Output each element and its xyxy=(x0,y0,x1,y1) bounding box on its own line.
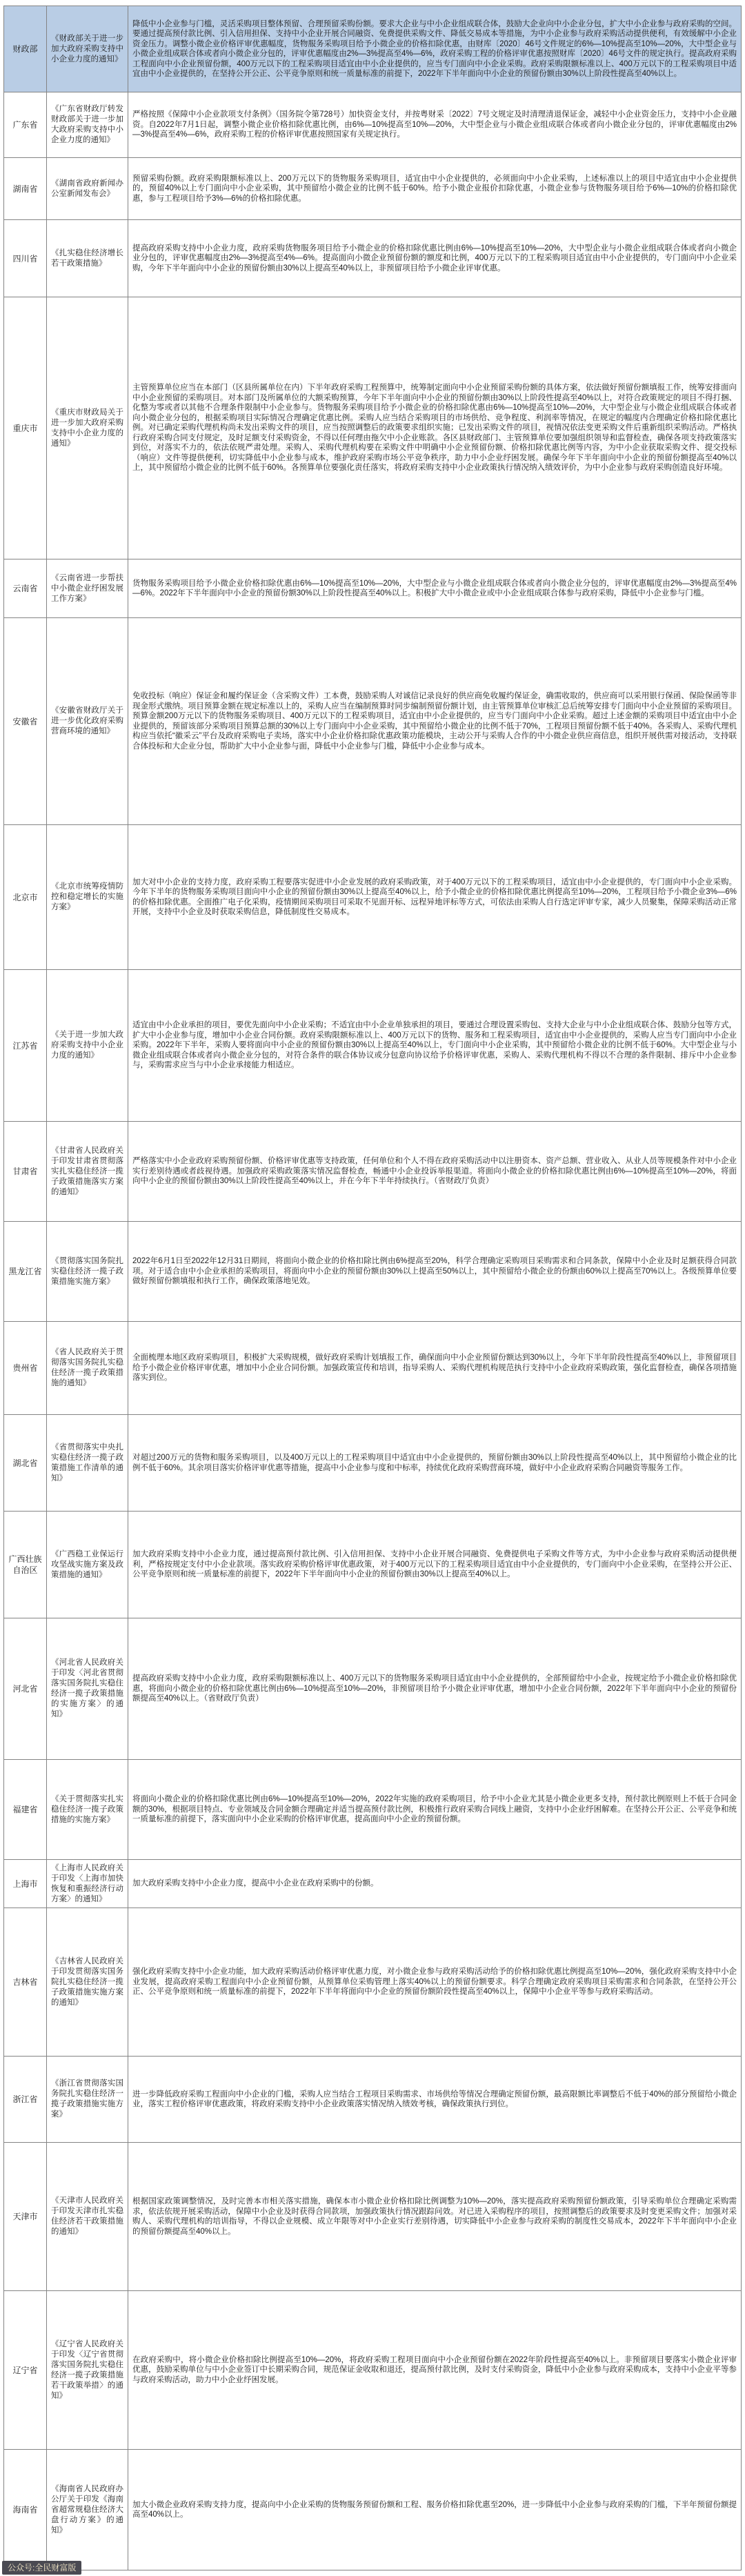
highlighted-text: 货物服务采购项目给予小微企业的价格扣除优惠由6%—10%提高至10%—20%，大中型企业与小微企业组成联合体或者向小微企业分包的，根据采购项目实际情况合理确定优惠比例。 xyxy=(132,404,737,422)
content-cell xyxy=(128,1908,742,2057)
highlighted-text: 对小微企业参与政府采购活动给予的价格扣除优惠比例提高至10%—20%， xyxy=(386,1968,650,1976)
content-text: 落实提高政府采购预留份额政策，引导采购单位合理确定采购需求，依法依规开展采购活动，保障中小企业及时获得合同款项，加强政策执行情况跟踪问效。对已进入采购程序的项目，按照调整后的政策要求及时变更采购文件；加强对采购人、采购代理机构的培训指导，不得以企业规模、成立年限等对中小企业实行差别待遇，切实降低中小企业参与政府采购的制度性交易成本， xyxy=(132,2197,737,2226)
highlighted-text: 在坚持公开公正、公平竞争原则和统一质量标准的前提下，2022年下半年面向中小企业的预留份额由30%以上提高至40%以上。 xyxy=(132,1560,737,1579)
content-text: 各采购人、采购代理机构应当依托“徽采云”平台及政府采购电子卖场，落实中小企业价格扣除优惠政策功能模块，主动公开与采购人合作的中小微企业供应商信息，组织开展供需对接活动，支持联合体投标和大企业分包，帮助扩大中小企业参与面，降低中小企业参与门槛，降低中小企业参与成本。 xyxy=(132,722,737,751)
content-text: 提高面向小微企业预留份额的额度和比例，400万元以下的工程采购项目适宜由中小企业提供的，专门面向中小企业采购， xyxy=(132,254,737,273)
region-cell: 吉林省 xyxy=(4,1908,47,2057)
highlighted-text: 政府采购货物服务项目给予小微企业的价格扣除优惠比例由6%—10%提高至10%—20%，大中型企业与小微企业组成联合体或者向小微企业分包的，评审优惠幅度由2%—3%提高至4%—6%。 xyxy=(132,244,737,263)
table-row xyxy=(4,2291,742,2450)
highlighted-text: 2%—3%提高至4%—6% xyxy=(132,120,737,139)
highlighted-text: 将小微企业价格扣除比例提高至10%—20%，将政府采购工程项目面向中小企业预留份额在2022年阶段性提高至40%以上。 xyxy=(188,2355,624,2364)
doc-cell: 《省贯彻落实中央扎实稳住经济一揽子政策措施工作清单的通知》 xyxy=(47,1415,128,1512)
content-text: 科学合理确定采购项目采购需求和合同条款，保障中小企业及时足额获得合同款项。对于适合由中小企业承担的采购项目， xyxy=(132,1257,737,1276)
doc-cell: 《安徽省财政厅关于进一步优化政府采购营商环境的通知》 xyxy=(47,618,128,825)
highlighted-text: 将面向小微企业的价格扣除优惠比例由6%—10%提高至10%—20%，非预留项目给予小微企业评审优惠，增加中小企业合同份额，2022年下半年面向中小企业的预留份额提高至40%以上。 xyxy=(132,1684,737,1703)
highlighted-text: 今年下半年面向中小企业的预留份额由30%以上提高至40%以上，非预留项目给予小微企业评审优惠。 xyxy=(148,264,506,273)
region-cell: 安徽省 xyxy=(4,618,47,825)
content-text: 加大政府采购支持中小企业力度，通过提高预付款比例、引入信用担保、支持中小企业开展合同融资、免费提供电子采购文件等方式，为中小企业参与政府采购活动提供便利，严格按规定支付中小企业款项。落实政府采购价格评审优惠政策，对于400万元以下的工程采购项目适宜由中小企业提供的，专门面向中小企业采购， xyxy=(132,1550,737,1569)
content-cell xyxy=(128,1512,742,1618)
highlighted-text: 大中型企业与小微企业组成联合体或者向小微企业分包的，评审优惠幅度由2%—3%提高至4%—6%，政府采购工程的价格评审优惠按照财库〔2020〕46号文件的规定执行。 xyxy=(132,39,737,58)
content-cell xyxy=(128,2291,742,2450)
content-text: 强化政府采购支持中小企业功能，加大政府采购活动价格评审优惠力度， xyxy=(132,1968,387,1976)
content-cell xyxy=(128,1122,742,1222)
doc-cell: 《扎实稳住经济增长若干政策措施》 xyxy=(47,220,128,297)
region-cell: 云南省 xyxy=(4,559,47,618)
doc-cell: 《广东省财政厅转发财政部关于进一步加大政府采购支持中小企业力度的通知》 xyxy=(47,92,128,158)
highlighted-text: 2022年6月1日至2022年12月31日期间，将面向小微企业的价格扣除比例由6%提高至20%， xyxy=(132,1257,456,1266)
highlighted-text: 将面向小微企业的价格扣除优惠比例由6%—10%提高至10%—20%，将面向中小企业的预留份额由30%以上阶段性提高至40%以上，并在今年下半年持续执行。 xyxy=(132,1167,737,1186)
content-text: 其余项目落实价格评审优惠等措施，提高中小企业参与度和中标率，持续优化政府采购营商环境，做好中小企业政府采购合同融资等服务工作。 xyxy=(188,1463,688,1472)
content-text: 上述标准以上的项目中适宜由中小企业提供的，预留40%以上专门面向中小企业采购，其中预留给小微企业的比例不低于60%。 xyxy=(132,174,737,193)
content-cell xyxy=(128,1222,742,1322)
content-text: 超过上述金额的采购项目中适宜由中小企业提供的，预留该部分采购项目预算总额的30%以上专门面向中小企业采购，其中预留给小微企业的比例不低于 xyxy=(132,712,737,731)
region-cell: 重庆市 xyxy=(4,297,47,559)
doc-cell: 《贯彻落实国务院扎实稳住经济一揽子政策措施实施方案》 xyxy=(47,1222,128,1322)
highlighted-text: 对超过200万元的货物和服务采购项目，以及400万元以上的工程采购项目中适宜由中小企业提供的，预留份额由30%以上阶段性提高至40%以上，其中预留给小微企业的比例不低于60%。 xyxy=(132,1454,737,1472)
content-text: 积极扩大中小微企业或中小企业组成联合体参与政府采购，降低中小企业参与门槛。 xyxy=(415,589,709,597)
content-text: 进一步降低政府采购工程面向中小企业的门槛，采购人应当结合工程项目采购需求、市场供给等情况合理确定预留份额， xyxy=(132,2090,554,2099)
policy-table-body xyxy=(4,6,742,2570)
doc-cell: 《辽宁省人民政府关于印发〈辽宁省贯彻落实国务院扎实稳住经济一揽子政策措施若干政策举措〉的通知》 xyxy=(47,2291,128,2450)
table-row xyxy=(4,2057,742,2143)
content-cell xyxy=(128,2450,742,2570)
table-row xyxy=(4,559,742,618)
region-cell: 浙江省 xyxy=(4,2057,47,2143)
table-row xyxy=(4,618,742,825)
region-cell: 上海市 xyxy=(4,1860,47,1908)
highlighted-text: 2022年下半年面向中小企业的预留份额由30%以上阶段性提高至40%以上。 xyxy=(418,70,682,78)
region-cell: 湖南省 xyxy=(4,158,47,220)
highlighted-text: 预算金额200万元以下的货物服务采购项目、400万元以下的工程采购项目，适宜由中小企业提供的，应当专门面向中小企业采购。 xyxy=(132,712,593,720)
region-cell: 黑龙江省 xyxy=(4,1222,47,1322)
policy-table xyxy=(3,6,742,2570)
content-cell xyxy=(128,297,742,559)
highlighted-text: 给予小微企业报价扣除优惠，小微企业参与货物服务项目给予6%—10%的价格扣除优惠，参与工程项目给予3%—6%的价格扣除优惠。 xyxy=(132,184,737,203)
content-text: 预付款比例原则上不低于合同金额的30%，根据项目特点、专业领域及合同金额合理确定并适当提高预付款比例，积极推行政府采购合同线上融资，支持中小企业纾困解难。在坚持公开公正、公平竞争和统一质量标准的前提下，落实面向中小企业采购的价格评审优惠，提高面向中小企业的预留份额。 xyxy=(132,1795,737,1824)
content-cell xyxy=(128,1322,742,1415)
content-text: 采购人应当结合采购项目的市场供给、竞争程度、利润率等情况，在规定的幅度内合理确定价格扣除优惠比例。对已确定采购代理机构尚未发出采购文件的项目，应当按照调整后的政策要求组织实施；已发出采购文件的项目，视情况依法变更采购文件后重新组织采购活动。严格执行政府采购合同支付规定，及时足额支付采购资金，不得以任何理由拖欠中小企业账款。各区县财政部门、主管预算单位要加强组织领导和监督检查，确保各项支持政策落实到位，对落实不力的，依法依规严肃处理。采购人、采购代理机构要在采购文件中明确中小企业预留份额、价格扣除优惠比例等内容，为中小企业获取采购文件、提交投标（响应）文件等提供便利，切实降低中小企业参与成本，维护政府采购市场公平竞争秩序，助力中小企业纾困发展。 xyxy=(132,413,737,462)
content-cell xyxy=(128,2057,742,2143)
content-text: 主管预算单位应当在本部门（区县所属单位在内）下半年政府采购工程预算中，统筹制定面向中小企业预留采购份额的具体方案，依法做好预留份额填报工作，统筹安排面向中小企业预留的采购项目。对本部门及所属单位的大额采购预算，今年下半年面向中小企业的预留份额由30%以上阶段性提高至40%以上，对符合政策规定的项目不得打捆、化整为零或者以其他不合理条件限制中小企业参与。 xyxy=(132,384,737,413)
content-cell xyxy=(128,618,742,825)
content-cell xyxy=(128,1760,742,1860)
content-cell xyxy=(128,92,742,158)
content-cell xyxy=(128,158,742,220)
highlighted-text: 下半年预留份额提高至40%以上。 xyxy=(132,2500,737,2519)
doc-cell: 《浙江省贯彻落实国务院扎实稳住经济一揽子政策措施实施方案》 xyxy=(47,2057,128,2143)
content-text: 其中预留给小微企业的比例不低于60%。大中型企业与小微企业组成联合体或者向小微企业分包的，对符合条件的联合体协议或分包意向协议给予价格评审优惠， xyxy=(132,1041,737,1060)
doc-cell: 《财政部关于进一步加大政府采购支持中小企业力度的通知》 xyxy=(47,6,128,92)
region-cell: 江苏省 xyxy=(4,970,47,1122)
table-row xyxy=(4,1618,742,1760)
content-text: 提高政府采购支持中小企业力度，政府采购限额标准以上、400万元以下的货物服务采购项目适宜由中小企业提供的，全部预留给中小企业，按规定给予小微企业价格扣除优惠， xyxy=(132,1674,737,1693)
content-text: 大中型企业与小微企业组成联合体或者向小微企业分包的，评审优惠幅度由 xyxy=(459,120,726,129)
table-row xyxy=(4,1760,742,1860)
content-text: 落实工程价格评审优惠政策，将政府采购支持中小企业政策落实情况纳入绩效考核，确保政策执行到位。 xyxy=(148,2100,513,2108)
region-cell: 湖北省 xyxy=(4,1415,47,1512)
content-text: （省财政厅负责） xyxy=(203,1694,264,1703)
content-text: 各预算单位要强化责任落实，将政府采购支持中小企业政策执行情况纳入绩效评价，为中小企业参与政府采购创造良好环境。 xyxy=(291,464,728,473)
highlighted-text: 加大政府采购支持中小企业力度，提高中小企业在政府采购中的份额。 xyxy=(132,1879,379,1888)
content-text: 科学合理确定政府采购项目采购需求和合同条款，在坚持公开公正、公平竞争原则和统一质量标准的前提下，2022年下半年将面向中小企业的预留份额阶段性提高至40%以上，保障中小企业平等参与政府采购活动。 xyxy=(132,1977,737,1997)
region-cell: 甘肃省 xyxy=(4,1122,47,1222)
content-text: 全面梳理本地区政府采购项目，积极扩大采购规模，做好政府采购计划填报工作， xyxy=(132,1354,419,1363)
highlighted-text: 70%，工程项目预留份额不低于40%。 xyxy=(522,722,657,731)
highlighted-text: 40%以上的预留份额要求。 xyxy=(414,1977,512,1986)
content-text: 适宜由中小企业承担的项目，要优先面向中小企业采购；不适宜由中小企业单独承担的项目，要通过合理设置采购包、支持大企业与中小企业组成联合体、鼓励分包等方式，扩大中小企业参与度，增加中小企业合同份额。 xyxy=(132,1021,737,1040)
table-row xyxy=(4,1512,742,1618)
table-row xyxy=(4,158,742,220)
region-cell: 四川省 xyxy=(4,220,47,297)
region-cell: 辽宁省 xyxy=(4,2291,47,2450)
doc-cell: 《北京市统筹疫情防控和稳定增长的实施方案》 xyxy=(47,825,128,970)
region-cell: 广东省 xyxy=(4,92,47,158)
table-row xyxy=(4,970,742,1122)
content-text: 非预留项目要落实小微企业评审优惠，鼓励采购单位与中小企业签订中长期采购合同，规范保证金收取和退还，提高预付款比例，及时支付采购资金，降低中小企业参与政府采购成本，支持中小企业平等参与政府采购活动，助力中小企业纾困发展。 xyxy=(132,2355,737,2384)
content-text: 货物服务采购项目给予小微企业价格扣除优惠由6%—10%提高至10%—20%，大中型企业与小微企业组成联合体或者向小微企业分包的，评审优惠幅度由2%—3%提高至4%—6%。 xyxy=(132,579,737,597)
highlighted-text: 确保面向中小企业预留份额达到30%以上，今年下半年阶段性提高至40%以上，非预留项目给予小微企业价格评审优惠，增加中小企业合同份额。 xyxy=(132,1354,737,1372)
doc-cell: 《关于贯彻落实扎实稳住经济一揽子政策措施的实施方案》 xyxy=(47,1760,128,1860)
content-text: 根据国家政策调整情况，及时完善本市相关落实措施， xyxy=(132,2197,326,2206)
highlighted-text: 2022年下半年面向中小企业的预留份额提高至40%以上。 xyxy=(132,2217,737,2236)
content-cell xyxy=(128,559,742,618)
doc-cell: 《天津市人民政府关于印发天津市扎实稳住经济若干政策措施的通知》 xyxy=(47,2143,128,2291)
highlighted-text: 政府采购限额标准以上、400万元以下的货物、服务和工程采购项目，适宜由中小企业提供的，采购人应当专门面向中小企业采购。2022年下半年，采购人要将面向中小企业的预留份额由30%以上提高至40%以上，专门面向中小企业采购， xyxy=(132,1031,737,1050)
table-row xyxy=(4,1122,742,1222)
content-text: ，政府采购工程的价格评审优惠按照国家有关规定执行。 xyxy=(206,130,405,139)
content-text: 加大小微企业政府采购支持力度，提高向中小企业采购的货物服务预留份额和工程、服务价格扣除优惠至 xyxy=(132,2500,499,2509)
region-cell: 财政部 xyxy=(4,6,47,92)
doc-cell: 《甘肃省人民政府关于印发甘肃省贯彻落实扎实稳住经济一揽子政策措施落实方案的通知》 xyxy=(47,1122,128,1222)
doc-cell: 《重庆市财政局关于进一步加大政府采购支持中小企业力度的通知》 xyxy=(47,297,128,559)
content-text: 降低中小企业参与门槛，灵活采购项目整体预留、合理预留采购份额。要求大企业与中小企业组成联合体，鼓励大企业向中小企业分包，扩大中小企业参与政府采购的空间。 xyxy=(132,19,737,28)
content-cell xyxy=(128,6,742,92)
highlighted-text: 20% xyxy=(498,2500,515,2509)
content-text: 预留采购份额。政府采购限额标准以上、200万元以下的货物服务采购项目，适宜由中小企业提供的， xyxy=(132,174,495,183)
region-cell: 北京市 xyxy=(4,825,47,970)
content-text: 免收投标（响应）保证金和履约保证金（含采购文件）工本费，鼓励采购人对诚信记录良好的供应商免收履约保证金，确需收取的，供应商可以采用银行保函、保险保函等非现金形式缴纳。项目预算金额在规定标准以上的，采购人应当在编制预算时同步编制预留份额计划，由主管预算单位审核汇总后统筹安排专门面向中小企业预留的采购项目。 xyxy=(132,692,737,711)
highlighted-text: 今年下半年的货物服务采购项目面向中小企业的预留份额由30%以上提高至40%以上，给予小微企业的价格扣除优惠比例提高至10%—20%，工程项目给予小微企业3%—6%的价格扣除优惠。 xyxy=(132,888,737,906)
content-cell xyxy=(128,220,742,297)
table-row xyxy=(4,1322,742,1415)
content-text: ，进一步降低中小企业参与政府采购的门槛， xyxy=(514,2500,673,2509)
highlighted-text: 要通过提高预付款比例、引入信用担保、支持中小企业开展合同融资、免费提供采购文件、降低交易成本等措施，为中小企业参与政府采购活动提供便利，有效缓解中小企业资金压力。 xyxy=(132,30,737,48)
content-text: 各级预算单位要做好预留份额填报和执行工作，确保政策落地见效。 xyxy=(132,1267,737,1286)
table-row xyxy=(4,1222,742,1322)
doc-cell: 《省人民政府关于贯彻落实国务院扎实稳住经济一揽子政策措施的通知》 xyxy=(47,1322,128,1415)
table-row xyxy=(4,6,742,92)
table-row xyxy=(4,297,742,559)
table-row xyxy=(4,2143,742,2291)
region-cell: 海南省 xyxy=(4,2450,47,2570)
highlighted-text: 最高限额比率调整后不低于40%的部分预留给小微企业， xyxy=(132,2090,737,2108)
region-cell: 天津市 xyxy=(4,2143,47,2291)
table-row xyxy=(4,825,742,970)
content-cell xyxy=(128,825,742,970)
content-cell xyxy=(128,1860,742,1908)
doc-cell: 《吉林省人民政府关于印发贯彻落实国务院扎实稳住经济一揽子政策措施实施方案的通知》 xyxy=(47,1908,128,2057)
doc-cell: 《关于进一步加大政府采购支持中小企业力度的通知》 xyxy=(47,970,128,1122)
content-text: （省财政厅负责） xyxy=(434,1177,494,1186)
region-cell: 贵州省 xyxy=(4,1322,47,1415)
content-text: 严格落实中小企业政府采购预留份额、价格评审优惠等支持政策，任何单位和个人不得在政府采购活动中以注册资本、资产总额、营业收入、从业人员等规模条件对中小企业实行差别待遇或者歧视待遇。加强政府采购政策落实情况监督检查，畅通中小企业投诉举报渠道。 xyxy=(132,1157,737,1176)
content-cell xyxy=(128,1618,742,1760)
highlighted-text: 将面向小微企业的价格扣除优惠比例由6%—10%提高至10%—20%，2022年实施的政府采购项目，给予中小企业尤其是小微企业更多支持， xyxy=(132,1795,625,1804)
table-row xyxy=(4,2450,742,2570)
region-cell: 河北省 xyxy=(4,1618,47,1760)
highlighted-text: 将面向中小企业的预留份额由30%以上提高至50%以上，其中预留给小微企业的份额由60%以上提高至70%以上。 xyxy=(284,1267,682,1276)
highlighted-text: 采购人、采购代理机构不得以不合理的条件限制、排斥中小企业参与，采购需求应当与中小企业承接能力相适应。 xyxy=(132,1051,737,1070)
content-text: 在政府采购中， xyxy=(132,2355,189,2364)
watermark-badge: 公众号:全民财富版 xyxy=(2,2561,81,2575)
table-row xyxy=(4,220,742,297)
content-text: 全面推广电子化采购，疫情期间采购项目可采取不见面开标、远程异地评标等方式，可依法由采购人自行选定评审专家，减少人员聚集，保障采购活动正常开展，支持中小企业及时获取采购信息，降低制度性交易成本。 xyxy=(132,898,737,916)
table-row xyxy=(4,1860,742,1908)
highlighted-text: 确保本市小微企业价格扣除比例调整为10%—20%， xyxy=(326,2197,511,2206)
content-text: 加大对中小企业的支持力度，政府采购工程要落实促进中小企业发展的政府采购政策，对于400万元以下的工程采购项目，适宜由中小企业提供的，专门面向中小企业采购。 xyxy=(132,878,737,886)
content-text: 提高政府采购工程面向中小企业预留份额，400万元以下的工程采购项目适宜由中小企业提供的，应当专门面向中小企业采购。政府采购限额标准以上、400万元以下的工程采购项目中适宜由中小企业提供的，在坚持公开公正、公平竞争原则和统一质量标准的前提下， xyxy=(132,50,737,78)
content-cell xyxy=(128,1415,742,1512)
content-text: 调整小微企业价格评审优惠幅度，货物服务采购项目给予小微企业的价格扣除优惠，由财库〔2020〕46号文件规定的6%—10%提高至10%—20%， xyxy=(172,39,689,48)
content-cell xyxy=(128,2143,742,2291)
doc-cell: 《上海市人民政府关于印发〈上海市加快恢复和重振经济行动方案〉的通知》 xyxy=(47,1860,128,1908)
highlighted-text: 必须面向中小企业采购， xyxy=(494,174,584,183)
highlighted-text: 自2022年7月1日起，调整小微企业价格扣除优惠比例，由6%—10%提高至10%—20%， xyxy=(148,120,460,129)
content-text: 提高政府采购支持中小企业力度， xyxy=(132,244,253,252)
table-row xyxy=(4,1415,742,1512)
doc-cell: 《海南省人民政府办公厅关于印发《海南省超常规稳住经济大盘行动方案》的通知》 xyxy=(47,2450,128,2570)
content-text: 强化政府采购支持中小企业发展，提高政府采购工程面向中小企业预留份额，从预算单位采购管理上落实 xyxy=(132,1968,737,1986)
content-text: 严格按照《保障中小企业款项支付条例》（国务院令第728号）加快资金支付，并按粤财采〔2022〕7号文规定及时清理清退保证金，减轻中小企业资金压力，支持中小企业融资。 xyxy=(132,110,737,129)
doc-cell: 《云南省进一步帮扶中小微企业纾困发展工作方案》 xyxy=(47,559,128,618)
doc-cell: 《湖南省政府新闻办公室新闻发布会》 xyxy=(47,158,128,220)
doc-cell: 《河北省人民政府关于印发〈河北省贯彻落实国务院扎实稳住经济一揽子政策措施的实施方案〉的通知》 xyxy=(47,1618,128,1760)
region-cell: 广西壮族自治区 xyxy=(4,1512,47,1618)
table-row xyxy=(4,1908,742,2057)
content-text: 加强政策宣传和培训，指导采购人、采购代理机构规范执行支持中小企业政府采购政策，强化监督检查，确保各项措施落实到位。 xyxy=(132,1363,737,1383)
region-cell: 福建省 xyxy=(4,1760,47,1860)
highlighted-text: 2022年下半年面向中小企业的预留份额30%以上阶段性提高至40%以上。 xyxy=(159,589,416,597)
content-cell xyxy=(128,970,742,1122)
highlighted-text: 确保今年下半年面向中小企业的预留份额提高至40%以上，其中预留给小微企业的比例不低于60%。 xyxy=(132,453,737,473)
doc-cell: 《广西稳工业保运行攻坚战实施方案及政策措施的通知》 xyxy=(47,1512,128,1618)
table-row xyxy=(4,92,742,158)
